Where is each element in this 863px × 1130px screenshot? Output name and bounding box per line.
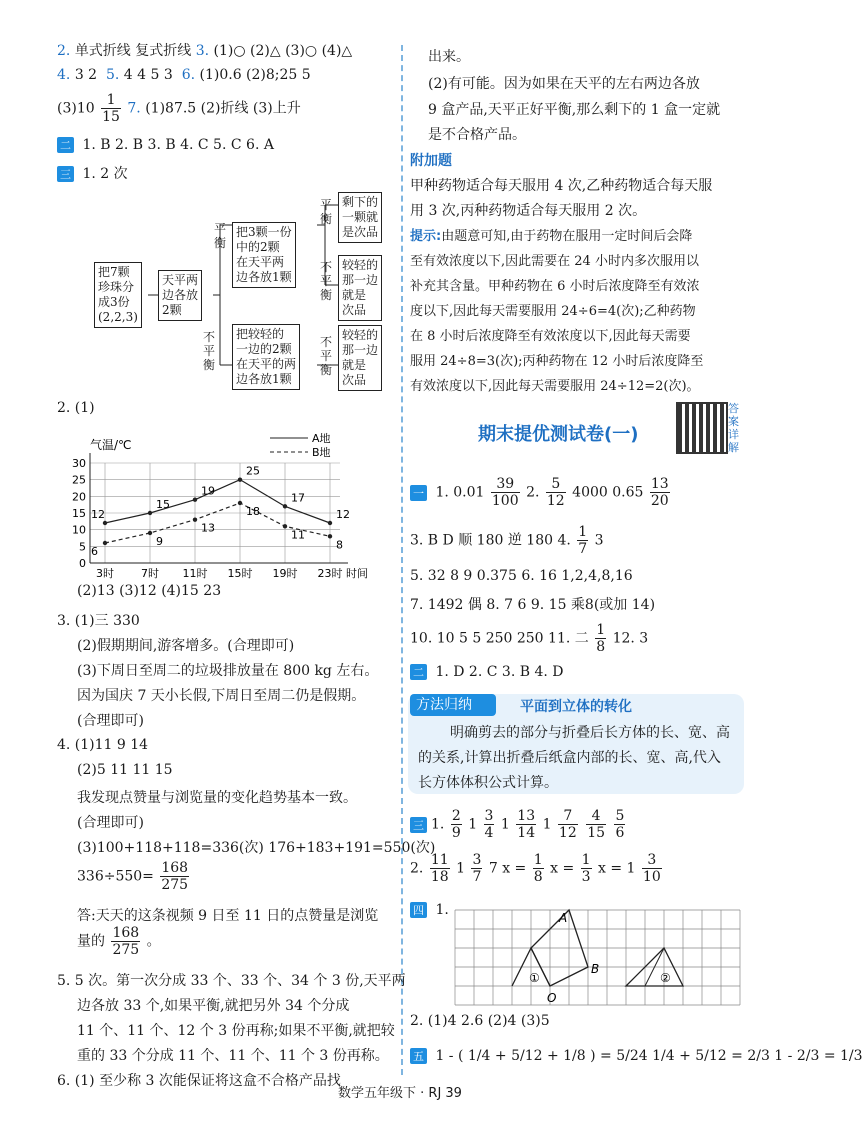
- data-label: 13: [201, 521, 215, 535]
- denominator: 20: [650, 493, 669, 509]
- exam-sec3-line1: [410, 808, 627, 841]
- y-tick-label: 25: [72, 473, 86, 487]
- grid-figure: [450, 905, 740, 1010]
- numerator: 3: [484, 808, 494, 824]
- ans-text: 12. 3: [612, 630, 649, 647]
- numerator: 5: [615, 808, 625, 824]
- ans-text: 2.: [410, 860, 424, 877]
- flow-start: 把7颗 珍珠分 成3份 (2,2,3): [94, 262, 142, 328]
- fraction: [546, 476, 566, 509]
- data-label: 25: [246, 464, 260, 478]
- y-tick-label: 10: [72, 523, 86, 537]
- ans-line-1: [57, 40, 352, 60]
- exam-sec1-line4: 7. 1492 偶 8. 7 6 9. 15 乘8(或加 14): [410, 597, 656, 613]
- q-num: 2.: [57, 43, 71, 59]
- numerator: 7: [558, 808, 578, 825]
- ans-text: (1)○ (2)△ (3)○ (4)△: [213, 43, 353, 59]
- numerator: 1: [101, 92, 121, 109]
- y-tick-label: 0: [79, 557, 86, 570]
- extra-title: 附加题: [410, 153, 452, 169]
- section-tag: 二: [57, 137, 74, 153]
- section-tag: 五: [410, 1048, 427, 1064]
- data-label: 15: [156, 498, 170, 511]
- data-label: 11: [291, 528, 305, 542]
- numerator: 1: [533, 852, 543, 868]
- exam-sec5: [410, 1048, 863, 1064]
- data-label: 6: [91, 545, 98, 558]
- section-2: [57, 137, 274, 153]
- ans-text: x =: [550, 860, 575, 877]
- data-point: [193, 517, 197, 521]
- hint-line: 度以下,因此每天需要服用 24÷6=4(次);乙种药物: [410, 304, 696, 319]
- ans-line-2: [57, 67, 311, 83]
- r-line: (2)有可能。因为如果在天平的左右两边各放: [428, 76, 700, 92]
- tip-title: 平面到立体的转化: [520, 699, 632, 715]
- q-num: 6.: [181, 67, 196, 83]
- numerator: 39: [491, 476, 520, 493]
- numerator: 3: [472, 852, 482, 868]
- denominator: 8: [533, 869, 543, 885]
- ans-text: (1)0.6 (2)8;25 5: [199, 67, 311, 83]
- denominator: 7: [472, 869, 482, 885]
- section-tag: 三: [57, 166, 74, 182]
- hint-line: [410, 225, 692, 244]
- flow-result-1: 剩下的 一颗就 是次品: [338, 192, 382, 243]
- data-label: 12: [336, 508, 350, 521]
- ans-text: 。: [146, 933, 161, 950]
- flow-result-3: 较轻的 那一边 就是 次品: [338, 325, 382, 391]
- q4-line: (2)5 11 11 15: [77, 762, 173, 778]
- ans-text: 1: [500, 816, 515, 833]
- data-point: [103, 521, 107, 525]
- fraction: [516, 808, 536, 841]
- exam-sec1-line3: 5. 32 8 9 0.375 6. 16 1,2,4,8,16: [410, 568, 633, 584]
- exam-sec2: [410, 664, 563, 680]
- ans-text: 量的: [77, 933, 105, 950]
- extra-line: 用 3 次,丙种药物适合每天服用 2 次。: [410, 203, 647, 219]
- hint-text: 由题意可知,由于药物在服用一定时间后会降: [441, 229, 693, 244]
- ans-text: 1. 0.01: [435, 484, 485, 501]
- q-num: 4.: [57, 67, 71, 83]
- label-balance-2: 平 衡: [320, 198, 333, 226]
- ans-text: 1: [456, 860, 466, 877]
- denominator: 18: [430, 869, 449, 885]
- exam-sec1-line2: [410, 524, 604, 557]
- data-label: 19: [201, 484, 215, 498]
- data-point: [328, 534, 332, 538]
- hint-line: 补充其含量。甲种药物在 6 小时后浓度降至有效浓: [410, 279, 700, 294]
- y-tick-label: 20: [72, 490, 86, 504]
- x-tick-label: 3时: [96, 567, 114, 580]
- fraction: [111, 925, 140, 958]
- ans-text: 1. B 2. B 3. B 4. C 5. C 6. A: [82, 137, 274, 153]
- exam-sec1-line5: [410, 622, 648, 655]
- temperature-chart: [60, 428, 400, 578]
- x-tick-label: 15时: [227, 567, 253, 580]
- ans-text: 4 4 5 3: [123, 67, 173, 83]
- data-label: 18: [246, 505, 260, 518]
- ans-text: 7 x =: [488, 860, 527, 877]
- section-tag: 一: [410, 485, 427, 501]
- ans-text: 10. 10 5 5 250 250 11. 二: [410, 630, 589, 647]
- q5-line: 11 个、11 个、12 个 3 份再称;如果不平衡,就把较: [77, 1023, 395, 1039]
- label-2: ②: [660, 971, 671, 985]
- x-tick-label: 23时: [317, 567, 343, 580]
- column-divider: [401, 45, 403, 1075]
- hint-line: 至有效浓度以下,因此需要在 24 小时内多次服用以: [410, 254, 699, 269]
- denominator: 3: [581, 869, 591, 885]
- denominator: 6: [615, 825, 625, 841]
- label-unbalance: 不 平 衡: [203, 330, 216, 372]
- fraction: [650, 476, 670, 509]
- x-tick-label: 7时: [141, 567, 159, 580]
- hint-line: 有效浓度以下,因此每天需要服用 24÷12=2(次)。: [410, 379, 700, 394]
- flow-weigh: 天平两 边各放 2颗: [158, 270, 202, 321]
- q4-fraction-line: [77, 860, 191, 893]
- denominator: 4: [484, 825, 494, 841]
- flow-result-2: 较轻的 那一边 就是 次品: [338, 255, 382, 321]
- label-b: B: [591, 962, 600, 976]
- fraction: [533, 852, 544, 885]
- denominator: 275: [161, 877, 189, 893]
- data-point: [238, 477, 242, 481]
- data-point: [193, 497, 197, 501]
- exam-sec1-line1: [410, 476, 672, 509]
- q5-line: 边各放 33 个,如果平衡,就把另外 34 个分成: [77, 998, 350, 1014]
- section-tag: 三: [410, 817, 427, 833]
- q2-answers: (2)13 (3)12 (4)15 23: [77, 583, 222, 599]
- q3-line: (3)下周日至周二的垃圾排放量在 800 kg 左右。: [77, 663, 379, 679]
- qr-caption: 答案详解: [728, 402, 739, 454]
- q3-line: (合理即可): [77, 713, 144, 729]
- denominator: 7: [578, 541, 588, 557]
- flow-step-bottom: 把较轻的 一边的2颗 在天平的两 边各放1颗: [232, 324, 300, 390]
- ans-text: 1: [468, 816, 482, 833]
- label-balance: 平 衡: [214, 222, 227, 250]
- y-axis-label: 气温/℃: [90, 438, 132, 452]
- ans-text: 336÷550=: [77, 868, 154, 885]
- section-tag: 四: [410, 902, 427, 918]
- ans-text: 单式折线 复式折线: [74, 43, 192, 59]
- denominator: 275: [112, 942, 140, 958]
- legend-label: B地: [312, 446, 331, 459]
- q4-line: (3)100+118+118=336(次) 176+183+191=550(次): [77, 840, 436, 856]
- ans-text: 1. 2 次: [82, 166, 128, 182]
- fraction: [577, 524, 588, 557]
- hint-line: 在 8 小时后浓度降至有效浓度以下,因此每天需要: [410, 329, 691, 344]
- denominator: 12: [546, 493, 565, 509]
- exam-sec4-line2: 2. (1)4 2.6 (2)4 (3)5: [410, 1013, 550, 1029]
- fraction: [430, 852, 450, 885]
- numerator: 4: [586, 808, 606, 825]
- r-line: 是不合格产品。: [428, 127, 526, 143]
- q4-line: (合理即可): [77, 815, 144, 831]
- ans-text: 1: [542, 816, 556, 833]
- denominator: 100: [491, 493, 519, 509]
- data-point: [283, 524, 287, 528]
- fraction: [484, 808, 495, 841]
- numerator: 13: [517, 808, 536, 824]
- y-tick-label: 5: [79, 540, 86, 554]
- ans-text: 3. B D 顺 180 逆 180 4.: [410, 532, 571, 549]
- q-num: 1.: [431, 816, 445, 833]
- fraction: [558, 808, 578, 841]
- x-axis-label: 时间: [346, 567, 368, 580]
- denominator: 15: [102, 109, 120, 125]
- page-footer: 数学五年级下 · RJ 39: [338, 1086, 462, 1101]
- numerator: 3: [642, 852, 662, 869]
- q5-line: 5. 5 次。第一次分成 33 个、33 个、34 个 3 份,天平两: [57, 973, 406, 989]
- ans-text: 4000 0.65: [572, 484, 644, 501]
- section-tag: 二: [410, 664, 427, 680]
- q5-line: 重的 33 个分成 11 个、11 个、11 个 3 份再称。: [77, 1048, 389, 1064]
- data-point: [103, 541, 107, 545]
- x-tick-label: 19时: [272, 567, 298, 580]
- denominator: 14: [517, 825, 536, 841]
- data-label: 12: [91, 508, 105, 521]
- fraction: [451, 808, 462, 841]
- y-tick-label: 15: [72, 507, 86, 520]
- fraction: [160, 860, 189, 893]
- label-1: ①: [529, 971, 540, 985]
- ans-text: 1. D 2. C 3. B 4. D: [435, 664, 564, 680]
- ans-text: 3 2: [74, 67, 98, 83]
- numerator: 5: [546, 476, 566, 493]
- tip-body: 明确剪去的部分与折叠后长方体的长、宽、高: [450, 725, 730, 741]
- q-num: 1.: [435, 902, 449, 918]
- tip-body: 的关系,计算出折叠后纸盒内部的长、宽、高,代入: [418, 750, 721, 766]
- data-label: 9: [156, 535, 163, 548]
- label-a: A: [559, 911, 568, 925]
- q4-line: 4. (1)11 9 14: [57, 737, 149, 753]
- y-tick-label: 30: [72, 457, 86, 470]
- ans-text: (1)87.5 (2)折线 (3)上升: [145, 100, 301, 117]
- x-tick-label: 11时: [182, 567, 208, 580]
- q4-answer-2: [77, 925, 161, 958]
- q2-label: 2. (1): [57, 400, 95, 416]
- denominator: 10: [642, 869, 661, 885]
- data-point: [148, 531, 152, 535]
- numerator: 1: [581, 852, 591, 868]
- data-label: 8: [336, 538, 343, 552]
- ans-text: x = 1: [598, 860, 636, 877]
- fraction: [471, 852, 482, 885]
- q-num: 7.: [127, 100, 141, 117]
- legend-label: A地: [312, 432, 331, 445]
- hint-label: 提示:: [410, 229, 442, 244]
- label-o: O: [547, 991, 557, 1005]
- fraction: [581, 852, 592, 885]
- flow-step-top: 把3颗一份 中的2颗 在天平两 边各放1颗: [232, 222, 296, 288]
- tip-head: 方法归纳: [410, 694, 496, 716]
- numerator: 1: [596, 622, 606, 638]
- fraction: [614, 808, 625, 841]
- numerator: 168: [112, 925, 140, 941]
- q-num: 5.: [105, 67, 120, 83]
- fraction: [101, 92, 121, 125]
- q4-answer: 答:天天的这条视频 9 日至 11 日的点赞量是浏览: [77, 908, 379, 924]
- data-point: [238, 501, 242, 505]
- numerator: 11: [430, 852, 449, 868]
- ans-text: 1 - ( 1/4 + 5/12 + 1/8 ) = 5/24 1/4 + 5/12 = 2/3 1 - 2/3 = 1/3: [435, 1048, 863, 1064]
- numerator: 13: [650, 476, 669, 492]
- fraction: [586, 808, 606, 841]
- ans-text: (3)10: [57, 100, 95, 117]
- denominator: 15: [587, 825, 606, 841]
- ans-text: 3: [594, 532, 604, 549]
- exam-title: 期末提优测试卷(一): [478, 424, 639, 445]
- denominator: 9: [451, 825, 461, 841]
- tip-body: 长方体体积公式计算。: [418, 775, 558, 791]
- denominator: 8: [596, 639, 606, 655]
- numerator: 1: [578, 524, 588, 540]
- q4-line: 我发现点赞量与浏览量的变化趋势基本一致。: [77, 790, 357, 806]
- ans-text: 2.: [526, 484, 540, 501]
- denominator: 12: [558, 825, 577, 841]
- hint-line: 服用 24÷8=3(次);丙种药物在 12 小时后浓度降至: [410, 354, 704, 369]
- data-point: [283, 504, 287, 508]
- q3-line: (2)假期期间,游客增多。(合理即可): [77, 638, 295, 654]
- data-point: [148, 511, 152, 515]
- exam-sec4: [410, 902, 449, 918]
- fraction: [491, 476, 520, 509]
- fraction: [595, 622, 606, 655]
- exam-sec3-line2: [410, 852, 664, 885]
- r-line: 9 盒产品,天平正好平衡,那么剩下的 1 盒一定就: [428, 102, 721, 118]
- r-line: 出来。: [428, 49, 470, 65]
- label-unbalance-2: 不 平 衡: [320, 260, 333, 302]
- q3-line: 3. (1)三 330: [57, 613, 140, 629]
- ans-line-3: [57, 92, 301, 125]
- numerator: 168: [161, 860, 189, 876]
- qr-code-icon[interactable]: [676, 402, 728, 454]
- data-point: [328, 521, 332, 525]
- label-unbalance-3: 不 平 衡: [320, 335, 333, 377]
- q3-line: 因为国庆 7 天小长假,下周日至周二仍是假期。: [77, 688, 366, 704]
- section-3: [57, 163, 128, 183]
- q6-line: 6. (1) 至少称 3 次能保证将这盒不合格产品找: [57, 1073, 341, 1089]
- fraction: [642, 852, 662, 885]
- extra-line: 甲种药物适合每天服用 4 次,乙种药物适合每天服: [410, 178, 713, 194]
- numerator: 2: [451, 808, 461, 824]
- data-label: 17: [291, 491, 305, 505]
- q-num: 3.: [195, 43, 210, 59]
